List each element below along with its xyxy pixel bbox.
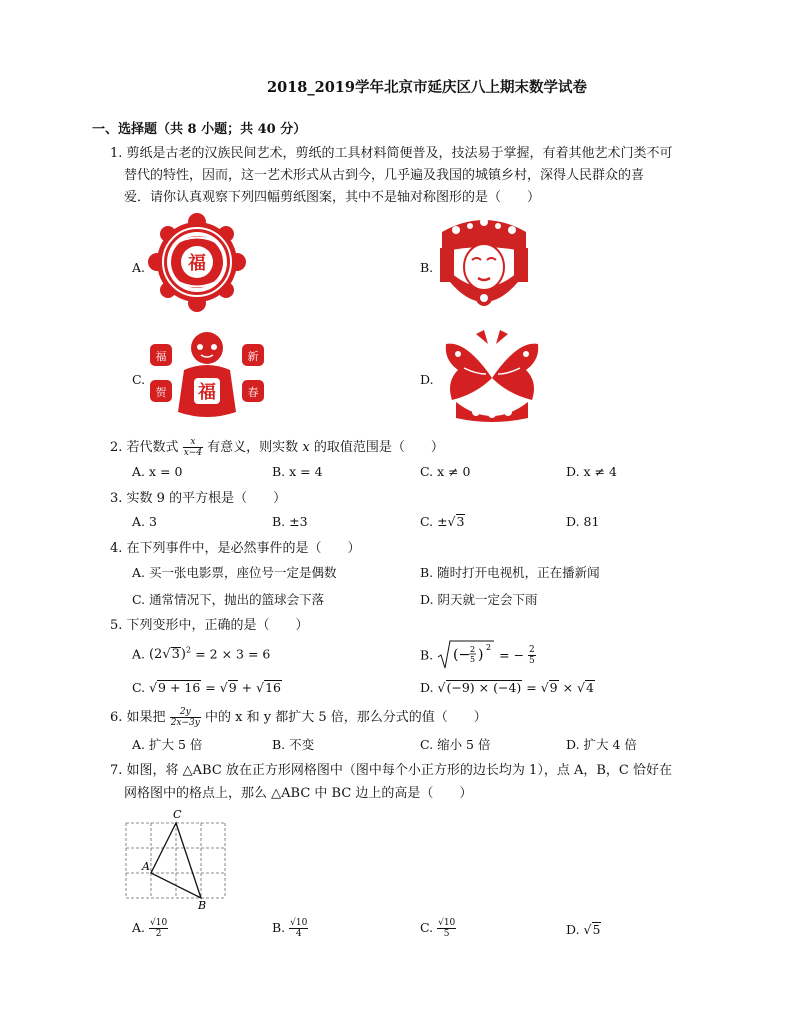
q2-option-c[interactable]: C. x ≠ 0 <box>420 464 471 479</box>
q4-option-a[interactable]: A. 买一张电影票，座位号一定是偶数 <box>132 565 337 580</box>
point-b-label: B <box>198 899 207 910</box>
q5-option-c[interactable] <box>132 680 282 695</box>
q7-option-a-den: 2 <box>155 929 162 939</box>
q5-option-b-radical <box>437 640 495 670</box>
q2-option-b[interactable]: B. x = 4 <box>272 464 323 479</box>
q5-option-d-rad2: 9 <box>549 680 558 695</box>
sqrt-symbol: √ <box>577 680 586 695</box>
papercut-a-image[interactable] <box>148 210 246 315</box>
papercut-d-image[interactable] <box>436 330 548 424</box>
sqrt-symbol: √ <box>447 514 456 529</box>
q1-option-d-label: D. <box>420 372 434 387</box>
q7-line1: 7. 如图，将 △ABC 放在正方形网格图中（图中每个小正方形的边长均为 1），点 A，B，C 恰好在 <box>110 763 672 778</box>
q6-option-b[interactable]: B. 不变 <box>272 737 315 752</box>
papercut-a-character: 福 <box>188 253 206 274</box>
q5-option-c-rad2: 9 <box>228 680 237 695</box>
svg-text:5: 5 <box>470 655 476 664</box>
q5-option-b-label: B. <box>420 647 438 663</box>
papercut-b-image[interactable] <box>436 212 532 314</box>
q7-option-a-num: √10 <box>150 918 168 928</box>
q6-option-c[interactable]: C. 缩小 5 倍 <box>420 737 491 752</box>
q7-option-b-fraction <box>289 918 308 939</box>
section-heading: 一、选择题（共 8 小题；共 40 分） <box>92 122 307 137</box>
q5-option-c-rad1: 9 + 16 <box>158 680 201 695</box>
q7-line2: 网格图中的格点上，那么 △ABC 中 BC 边上的高是（ ） <box>124 786 473 801</box>
svg-text:2: 2 <box>486 643 492 652</box>
q6-option-a[interactable]: A. 扩大 5 倍 <box>132 737 203 752</box>
q3-option-d[interactable]: D. 81 <box>566 514 600 529</box>
q5-stem: 5. 下列变形中，正确的是（ ） <box>110 618 309 633</box>
q4-option-d[interactable]: D. 阴天就一定会下雨 <box>420 592 538 607</box>
q7-option-a-fraction <box>149 918 168 939</box>
sqrt-symbol: √ <box>540 680 549 695</box>
q6-option-d[interactable]: D. 扩大 4 倍 <box>566 737 637 752</box>
q1-option-c-label: C. <box>132 372 146 387</box>
q3-option-b[interactable]: B. ±3 <box>272 514 308 529</box>
papercut-c-char-1: 福 <box>155 350 167 363</box>
q5-option-b[interactable] <box>420 640 536 670</box>
sqrt-symbol: √ <box>149 680 158 695</box>
q7-option-d-label: D. <box>566 922 580 937</box>
q5-option-d-times: × <box>558 680 578 695</box>
q5-option-a-expr: $(2√3)^2$ <box>148 646 192 663</box>
q2-fraction-denominator: x−4 <box>183 448 203 458</box>
q5-option-d[interactable] <box>420 680 595 695</box>
q3-option-c-text: C. ± <box>420 514 448 529</box>
q6-stem-pre: 6. 如果把 <box>110 710 166 725</box>
q5-option-a-rest: = 2 × 3 = 6 <box>195 646 271 662</box>
q5-option-d-label: D. <box>420 680 438 695</box>
q4-stem: 4. 在下列事件中，是必然事件的是（ ） <box>110 541 361 556</box>
q7-option-c-fraction <box>437 918 456 939</box>
page-title: 2018_2019学年北京市延庆区八上期末数学试卷 <box>267 79 587 96</box>
q5-option-a[interactable] <box>132 646 270 662</box>
q2-stem-post2: 的取值范围是（ ） <box>313 440 444 455</box>
q1-option-a-label: A. <box>132 260 146 275</box>
q2-option-d[interactable]: D. x ≠ 4 <box>566 464 617 479</box>
q7-option-b-label: B. <box>272 920 286 935</box>
q5-option-c-label: C. <box>132 680 150 695</box>
point-a-label: A <box>142 860 150 873</box>
q5-option-b-fraction: $\frac{2}{5}$ <box>529 644 535 666</box>
q1-line2: 替代的特性，因而，这一艺术形式从古到今，几乎遍及我国的城镇乡村，深得人民群众的喜 <box>124 168 645 183</box>
svg-text:): ) <box>478 647 484 663</box>
q6-fraction-numerator: 2y <box>170 707 201 718</box>
q4-option-b[interactable]: B. 随时打开电视机，正在播新闻 <box>420 565 600 580</box>
q5-option-d-rad1: (−9) × (−4) <box>446 680 522 695</box>
papercut-c-char-3: 贺 <box>155 386 167 399</box>
sqrt-symbol: √ <box>437 680 446 695</box>
papercut-c-center-char: 福 <box>198 382 216 403</box>
q2-stem-pre: 2. 若代数式 <box>110 440 179 455</box>
q1-line3: 爱．请你认真观察下列四幅剪纸图案，其中不是轴对称图形的是（ ） <box>124 190 541 205</box>
q5-option-a-label: A. <box>132 646 149 662</box>
papercut-c-char-4: 春 <box>247 386 259 399</box>
q5-option-c-eq: = <box>201 680 220 695</box>
q3-option-a[interactable]: A. 3 <box>132 514 157 529</box>
q5-option-c-plus: + <box>237 680 257 695</box>
q1-option-b-label: B. <box>420 260 434 275</box>
q2-fraction-numerator: x <box>183 437 203 448</box>
point-c-label: C <box>173 808 182 821</box>
q7-option-c-num: √10 <box>438 918 456 928</box>
svg-text:2: 2 <box>470 645 476 654</box>
q5-option-d-eq: = <box>522 680 541 695</box>
sqrt-symbol: √ <box>219 680 228 695</box>
q7-grid-figure <box>118 805 233 910</box>
q2-option-a[interactable]: A. x = 0 <box>132 464 183 479</box>
q3-option-c-radicand: 3 <box>456 514 465 529</box>
q5-option-b-rest: = − <box>499 647 525 663</box>
q2-stem <box>110 437 444 459</box>
q7-option-c-den: 5 <box>443 929 450 939</box>
papercut-c-image[interactable] <box>148 330 266 422</box>
q7-option-b-num: √10 <box>290 918 308 928</box>
q3-stem: 3. 实数 9 的平方根是（ ） <box>110 491 287 506</box>
q6-stem <box>110 707 487 729</box>
sqrt-symbol: √ <box>583 922 592 937</box>
q5-option-d-rad3: 4 <box>586 680 594 695</box>
q1-line1: 1. 剪纸是古老的汉族民间艺术，剪纸的工具材料简便普及，技法易于掌握，有着其他艺术门类不可 <box>110 146 673 161</box>
q7-option-b-den: 4 <box>295 929 302 939</box>
q7-option-c[interactable] <box>420 918 456 939</box>
q7-option-a-label: A. <box>132 920 146 935</box>
papercut-c-char-2: 新 <box>247 350 259 363</box>
q6-stem-post: 中的 x 和 y 都扩大 5 倍，那么分式的值（ ） <box>204 710 487 725</box>
q7-option-d-radicand: 5 <box>592 922 601 937</box>
q4-option-c[interactable]: C. 通常情况下，抛出的篮球会下落 <box>132 592 325 607</box>
q6-fraction-denominator: 2x−3y <box>170 718 200 728</box>
q7-option-a[interactable] <box>132 918 168 939</box>
q2-variable: x <box>302 440 310 455</box>
q6-fraction <box>170 707 201 728</box>
q5-option-c-rad3: 16 <box>265 680 281 695</box>
q2-stem-post: 有意义，则实数 <box>207 440 299 455</box>
svg-text:(−: (− <box>453 647 471 663</box>
q7-option-b[interactable] <box>272 918 308 939</box>
sqrt-symbol: √ <box>256 680 265 695</box>
q7-option-d[interactable] <box>566 922 601 937</box>
q3-option-c[interactable] <box>420 514 465 529</box>
q2-fraction <box>183 437 203 458</box>
q7-option-c-label: C. <box>420 920 434 935</box>
